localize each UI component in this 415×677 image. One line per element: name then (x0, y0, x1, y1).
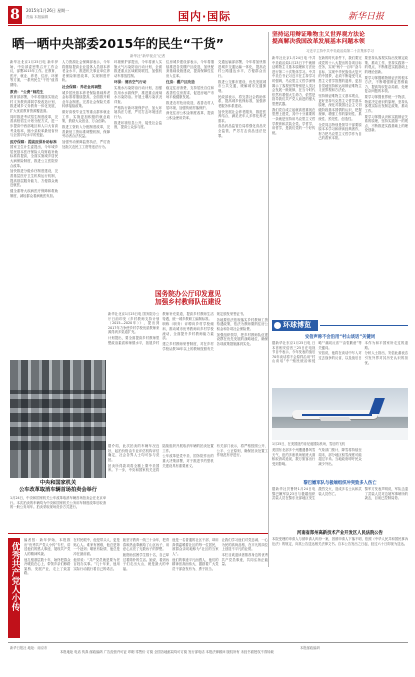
center-headline: 国务院办公厅印发意见 加强乡村教师队伍建设 (155, 290, 221, 307)
lead-byline: 新华社“新华视点”记者 (130, 54, 166, 58)
car-auction-body: 1月24日，中央和国家机关公车改革取消车辆首场拍卖会在北京举行。本次拍卖的车辆均为中央和国家机关公务用车制度改革后取消的一般公务用车。拍卖采取现场竞价方式进行。 (10, 496, 106, 510)
lead-column-5: 交通运输部部署，今年将加快推进城乡交通运输一体化，提高农村公路通达水平，方便群众出行。 推进公交都市建设，优先发展城市公共交通，缓解城市交通拥堵。 民政部表示，将完善社会救助体系，提高城乡低保标准，加强养老服务体系建设。 加快发展社会养老服务，推进医养结合，满足老年人多样化养老需求。 食品药品监管总局将强化食品安全监管，严厉打击食品违法犯罪。 (218, 60, 266, 138)
lead-column-1: 新华社北京1月25日电 新年伊始，中央部委密集召开工作会议，部署2015年工作。在教育、医疗、就业、养老、住房、环保等方面，一系列民生“干货”值得期待。 教育：“公费”师范生 教育部部署，今年将继续实施农村义务教育薄弱学校改造计划，推进城乡义务教育一体化发展，扩大优质教育资源覆盖面。 同时推进考试招生制度改革，完善高校招生计划分配方式，进一步提高中西部地区和人口大省高考录取率，缩小录取率最低省份与全国平均水平的差距。 医疗保障：提高医保补助标准 国家卫生计生委提出，今年城乡居民基本医疗保险人均财政补助标准将提高，全面实施城乡居民大病保险制度，推进公立医院综合改革。 加快推进分级诊疗制度建设，完善基层医疗卫生机构运行机制，提高基层服务能力，方便群众就近就医。 健全重特大疾病医疗保障和救助制度，减轻群众看病就医负担。 (10, 60, 58, 198)
car-rows (10, 390, 106, 450)
center-body: 新华社北京1月25日电 国务院办公厅日前印发《乡村教师支持计划（2015—2020年）》，提出到2017年力争使乡村学校优质教师来源得到多渠道扩充。 计划提出，要全面提高乡村教师思想政治素质和师德水平，拓展乡村教师补充渠道，提高乡村教师生活待遇，统一城乡教职工编制标准。 职称（职务）评聘向乡村学校倾斜，推动城市优秀教师向乡村学校流动，全面提升乡村教师能力素质。 建立乡村教师荣誉制度，对在乡村学校从教30年以上的教师按照有关规定颁发荣誉证书。 各地要依法依规落实乡村教师工资待遇政策，依法为教师缴纳住房公积金和各项社会保险费。 加强组织领导，把乡村教师队伍建设摆在优先发展的战略地位，确保各项政策措施落到实处。 (108, 312, 268, 351)
lead-subhead-3: 社会保障：养老金再调整 (62, 84, 102, 89)
lead-subhead-1: 教育：“公费”师范生 (10, 89, 44, 94)
world-filler-text: 美国东北部多个州遭遇暴风雪天气，纽约多座机场航班大面积取消或延误，数万旅客出行受到影响。 气象部门预计，降雪将持续至周末，部分地区积雪深度可能超过半米。当地政府呼吁民众减少外出。 (272, 448, 362, 466)
bottom-left-text: 据介绍，此次拍卖的车辆车况良好，起拍价格由专业评估机构评估确定，社会各界人士均可参与竞拍。 拍卖所得款项将全额上缴中央国库。下一步，中央和国家机关还将陆续组织开展取消车辆的拍卖处置工作。 公车改革是党中央、国务院作出的重大决策部署，对于推进节约型机关建设具有重要意义。 有关部门表示，将严格按照公开、公平、公正原则，确保拍卖处置工作规范有序进行。 (108, 444, 268, 473)
biography-banner-title: 优秀共产党人小传 (10, 542, 20, 611)
car-auction-photo (10, 360, 106, 478)
right-top-subline: 习近平主持中共中央政治局第二十次集体学习 (306, 49, 374, 53)
footer-text: 本报地址 电话 传真 邮政编码 广告经营许可证 印刷 零售价 订阅 全国各地邮局均可订阅 发行部电话 本报法律顾问 版权所有 未经书面授权不得转载 (60, 650, 274, 654)
airplane-livery-stripe (302, 414, 372, 416)
edition-info: 责编 本版编辑 (26, 15, 49, 19)
lead-column-4: 住房城乡建设部表示，今年将继续推进各类棚户区改造，加快配套基础设施建设，提高保障性住房入住率。 住房：棚户区改造 稳定住房消费，支持居民自住和改善性住房需求，促进房地产市场平稳健康发展。 推进农村危房改造，改善农村人居环境，加强传统村落保护。 深化住房公积金制度改革，提高公积金使用效率。 (166, 60, 214, 120)
lead-subhead-2: 医疗保障：提高医保补助标准 (10, 139, 57, 144)
masthead (8, 6, 408, 26)
bottom-rule (8, 533, 268, 534)
footer-rule (8, 642, 408, 643)
right-top-headline: 坚持运用辩证唯物主义世界观方法论 提高解决我国改革发展基本问题本领 (272, 32, 365, 46)
right-top-body: 新华社北京1月24日电 中共中央政治局1月23日下午就辩证唯物主义基本原理和方法论进行第二十次集体学习。中共中央总书记习近平在主持学习时强调，马克思主义哲学深刻揭示了客观世界特别是人类社会发展一般规律，在当今时代依然有着强大生命力，依然是指导我们共产党人前进的强大思想武器。 我们党自成立起就高度重视在思想上建党，其中十分重要的一条就是坚持用马克思主义哲学教育和武装全党。学哲学、用哲学，是我们党的一个好传统。 在新的时代条件下，我们要完成党的十八大提出的各项目标任务，实现“两个一百年”奋斗目标、实现中华民族伟大复兴的中国梦，必须不断接受马克思主义哲学智慧的滋养，更加自觉地坚持和运用辩证唯物主义世界观和方法论。 坚持辩证唯物主义基本观点，更好坚持马克思主义哲学基本原理，深化对我国社会主义初级阶段基本国情的认识，把握规律，增强工作的原则性、系统性、预见性、创造性。 全党同志特别是领导干部要原原本本学习和研读经典著作，努力把马克思主义哲学作为自己的看家本领。 要坚持从客观实际出发制定政策、推动工作，坚持实践第一的观点，不断推进实践基础上的理论创新。 要学习掌握唯物辩证法的根本方法，不断增强辩证思维能力，提高驾驭复杂局面、处理复杂问题的本领。 要学习掌握世界统一于物质、物质决定意识的原理，坚持从客观实际出发制定政策、推动工作。 要学习掌握认识和实践辩证关系的原理，坚持实践第一的观点，不断推进实践基础上的理论创新。 (272, 56, 408, 141)
biography-banner (8, 538, 20, 638)
airplane-tail (369, 398, 385, 414)
lead-column-3: 环境保护部提出，今年将深入实施大气污染防治行动计划，全面推进重点区域联防联控，加强机动车排放控制。 环保：清洁空气行动 实施水污染防治行动计划，加强饮用水水源保护，推进重点流域水污染防治。开展土壤污染状况详查。 严格执行新环境保护法，加大环境执法力度，严厉打击环境违法行为。 推进环境信息公开，接受社会监督，提高公众参与度。 (114, 60, 162, 130)
snow-ground (272, 428, 408, 440)
issue-date: 2015年1月26日 星期一 (26, 8, 70, 13)
biography-body: 编者按：新年伊始，本报推出“优秀共产党人小传”专栏，讲述他们的感人事迹，展现共产党人的精神风貌。 他扎根基层数十年，始终把群众冷暖放在心上，带领乡亲们修路架桥、发展产业，走上了致富路。 在村民眼中，他是带头人，更是贴心人。谁家有困难，他总是第一个赶到；哪里有险情，他总是冲在最前面。 他常说：“共产党员就是要为老百姓办实事。”几十年来，他用实际行动践行着自己的诺言。 她坚守教育一线三十余年，把青春和热血奉献给了山区孩子，用爱心点亮了无数孩子的梦想。 她资助贫困学生数十名，自己却过着简朴的生活。她说，看到孩子们走出大山，就是最大的幸福。 他是一名普通的社区干部，却用真情温暖着社区的每一位居民，被群众亲切地称为“社区的当家人”。 他们的事迹平凡而感人，他们的精神崇高而伟大，激励着广大党员干部奋发有为、勇于担当。 让我们学习他们对党忠诚、一心为民的高尚品格，在平凡的岗位上创造不平凡的业绩。 本栏目欢迎读者推荐身边的优秀共产党员事迹，共同弘扬正能量。 (24, 538, 268, 576)
world-story-1-body: 据新华社东京1月25日电 日本首相安倍晋三25日在电视节目中表示，今年发表的战后70年谈话将不会原样沿用“村山谈话”中“殖民统治和侵略”“痛切反省”“由衷歉意”等关键词。 安倍说，他将在谈话中写入对过去战争的反省，以及战后日本作为和平国家所走过的道路。 分析人士指出，安倍此番表态引发外界对其历史认识的担忧。 (272, 341, 408, 365)
masthead-rule (8, 25, 408, 26)
lead-subhead-5: 住房：棚户区改造 (166, 80, 195, 85)
airport-photo (272, 388, 408, 440)
column-rule (268, 32, 269, 567)
world-digest-rule (320, 325, 408, 326)
lead-headline: 晒一晒中央部委2015年的民生“干货” (12, 36, 224, 51)
airport-photo-caption: 1月25日，在美国纽约肯尼迪国际机场，雪后的飞机 (272, 442, 346, 446)
court-notice-body: 本院受理的申请人与被申请人纠纷一案，因被申请人下落不明，依照《中华人民共和国民事诉讼法》的规定，向其公告送达相关法律文书。自本公告发出之日起，经过六十日即视为送达。 (272, 537, 408, 546)
world-story-1-title: 安倍声称不会沿用“村山谈话”关键词 (304, 335, 376, 340)
section-title: 国内·国际 (178, 10, 232, 23)
globe-icon (274, 322, 281, 329)
world-story-2-title: 黎巴嫩军队与极端组织冲突致多人伤亡 (303, 481, 377, 486)
footer-right: 本报邮政编码 (300, 646, 320, 650)
court-notice-title: 河南省郑州高新技术产业开发区人民法院公告 (297, 531, 383, 536)
lead-subhead-4: 环保：清洁空气行动 (114, 80, 147, 85)
airplane-wing (319, 417, 351, 421)
world-digest-title: 环球博览 (283, 321, 311, 329)
paper-name: 新华日报 (348, 12, 385, 22)
world-digest (272, 320, 408, 566)
world-story-2-body: 据新华社贝鲁特1月24日电 黎巴嫩军队23日与极端组织武装人员在黎东北部地区发生激烈交火，造成多名士兵和武装人员伤亡。 黎军方发表声明说，军队击退了武装人员对边境军事哨所的袭击，目前已控制局势。 (272, 487, 408, 501)
lead-column-2: 人力资源社会保障部表示，今年将继续提高企业退休人员基本养老金水平，推进机关事业单位养老保险制度改革，实现制度并轨。 社会保障：养老金再调整 城乡居民基本养老保险基础养老金标准将继续提高，全面推开职业年金制度。完善社会保险关系转移接续政策。 做好高校毕业生等重点群体就业工作，实施更加积极的就业政策，鼓励大众创业、万众创新。 推进工资收入分配制度改革，完善最低工资标准调整机制，保障劳动者合法权益。 加强劳动保障监察执法，严厉查处拖欠农民工工资等违法行为。 (62, 60, 110, 149)
page-number: 8 (8, 6, 22, 24)
car-auction-caption: 中央和国家机关 公车改革取消车辆首场拍卖会举行 (19, 480, 97, 493)
footer-left: 新华日报社 地址：南京市 (10, 646, 48, 650)
